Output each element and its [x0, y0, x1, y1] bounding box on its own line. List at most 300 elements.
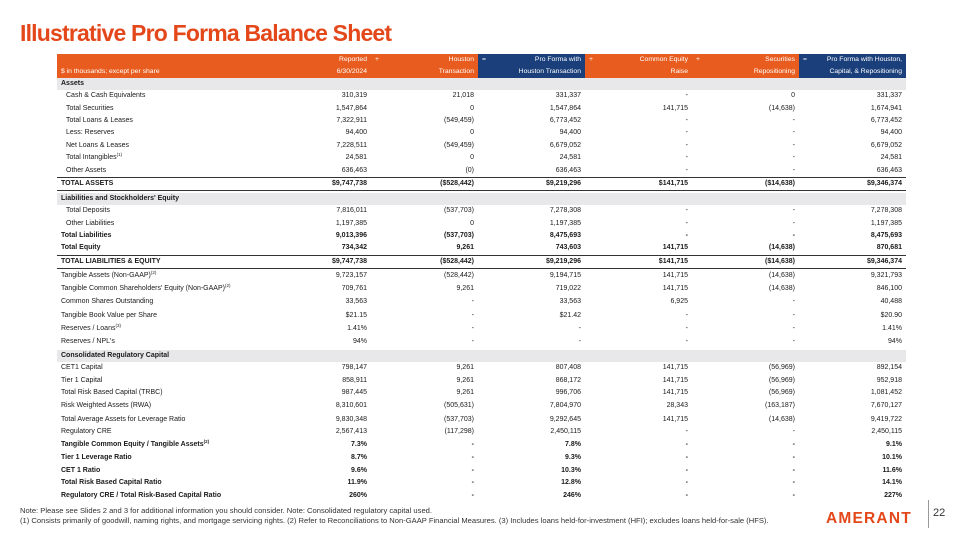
cell-value: -: [471, 454, 474, 462]
cell-value: -: [792, 324, 795, 332]
footnotes: [20, 506, 769, 526]
header-row-1: [57, 54, 906, 66]
cell-value: -: [685, 232, 688, 240]
cell-value: 40,488: [880, 298, 902, 306]
table-row: [57, 362, 906, 374]
cell-value: -: [578, 338, 581, 346]
section-header: [57, 350, 906, 362]
row-label-text: TOTAL LIABILITIES & EQUITY: [61, 257, 161, 265]
cell-value: 8.7%: [351, 454, 367, 462]
row-label-text: TOTAL ASSETS: [61, 179, 114, 187]
table-row: [57, 336, 906, 348]
row-label: [57, 399, 264, 413]
cell-value: 94,400: [880, 129, 902, 137]
row-label-text: Total Intangibles: [66, 154, 117, 162]
cell-value: -: [792, 479, 795, 487]
cell-value: 1,197,385: [335, 219, 367, 227]
table-row: [57, 375, 906, 387]
cell-value: 734,342: [341, 244, 367, 252]
cell-value: 141,715: [662, 285, 688, 293]
cell-value: 6,679,052: [870, 141, 902, 149]
cell-value: $9,747,738: [264, 255, 371, 268]
footnote-marker: (2): [224, 283, 231, 289]
cell-value: ($14,638): [692, 177, 799, 190]
cell-value: -: [685, 338, 688, 346]
row-label: [57, 205, 264, 217]
row-label-text: Total Average Assets for Leverage Ratio: [61, 415, 186, 423]
cell-value: 870,681: [876, 244, 902, 252]
row-label-text: Cash & Cash Equivalents: [66, 92, 146, 100]
cell-value: 12.8%: [561, 479, 581, 487]
cell-value: 9,723,157: [335, 272, 367, 280]
cell-value: -: [685, 154, 688, 162]
table-row: [57, 230, 906, 242]
cell-value: (14,638): [768, 285, 795, 293]
cell-value: 141,715: [662, 104, 688, 112]
row-label-text: Less: Reserves: [66, 129, 115, 137]
cell-value: -: [792, 338, 795, 346]
column-subheader-6: Capital, & Repositioning: [799, 66, 906, 78]
cell-value: 9.1%: [886, 441, 902, 449]
cell-value: ($14,638): [692, 255, 799, 268]
row-label-text: Total Securities: [66, 104, 114, 112]
cell-value: 636,463: [555, 166, 581, 174]
cell-value: 1,081,452: [870, 389, 902, 397]
row-label: [57, 295, 264, 309]
cell-value: ($528,442): [371, 255, 478, 268]
cell-value: $9,346,374: [799, 255, 906, 268]
table-row: [57, 164, 906, 177]
cell-value: 260%: [349, 491, 367, 499]
cell-value: 11.6%: [882, 466, 902, 474]
cell-value: (56,969): [768, 376, 795, 384]
cell-value: -: [685, 116, 688, 124]
cell-value: -: [792, 441, 795, 449]
cell-value: 94%: [352, 338, 367, 346]
cell-value: 24,581: [345, 154, 367, 162]
cell-value: 743,603: [555, 244, 581, 252]
cell-value: -: [685, 454, 688, 462]
cell-value: 94,400: [345, 129, 367, 137]
cell-value: 7.8%: [565, 441, 581, 449]
cell-value: -: [792, 298, 795, 306]
table-row: [57, 399, 906, 413]
cell-value: 94,400: [559, 129, 581, 137]
row-label: [57, 322, 264, 336]
cell-value: -: [471, 479, 474, 487]
cell-value: -: [471, 324, 474, 332]
cell-value: (14,638): [768, 104, 795, 112]
cell-value: 9,261: [456, 364, 474, 372]
column-operator: +: [589, 56, 593, 63]
cell-value: 6,679,052: [549, 141, 581, 149]
cell-value: 9,830,348: [335, 415, 367, 423]
cell-value: 10.3%: [561, 466, 581, 474]
cell-value: $21.42: [559, 311, 581, 319]
cell-value: (56,969): [768, 389, 795, 397]
table-row: [57, 426, 906, 438]
table-row: [57, 283, 906, 295]
cell-value: 10.1%: [882, 454, 902, 462]
cell-value: -: [471, 441, 474, 449]
cell-value: (537,703): [444, 207, 474, 215]
table-row: [57, 152, 906, 164]
cell-value: 6,925: [670, 298, 688, 306]
cell-value: 892,154: [876, 364, 902, 372]
cell-value: (117,298): [444, 428, 474, 435]
cell-value: 7,670,127: [870, 402, 902, 410]
cell-value: (163,187): [765, 402, 795, 410]
cell-value: -: [685, 92, 688, 100]
column-subheader-1: 6/30/2024: [264, 66, 371, 78]
row-label-text: Tangible Book Value per Share: [61, 311, 157, 319]
row-label: [57, 413, 264, 425]
cell-value: 6,773,452: [870, 116, 902, 124]
cell-value: 24,581: [880, 154, 902, 162]
column-operator: =: [803, 56, 807, 63]
row-label-text: Other Liabilities: [66, 219, 115, 227]
row-label-text: Total Equity: [61, 244, 101, 252]
cell-value: 2,567,413: [335, 428, 367, 435]
cell-value: 7,322,911: [336, 116, 367, 124]
section-title: Assets: [57, 78, 906, 90]
footnote-line-1: Note: Please see Slides 2 and 3 for additional information you should consider. Note: Consolidated regulatory capital used.: [20, 506, 433, 515]
row-label: [57, 152, 264, 164]
cell-value: 1,197,385: [870, 219, 902, 227]
table-row: [57, 438, 906, 452]
cell-value: 9,292,645: [549, 415, 581, 423]
cell-value: $9,219,296: [478, 255, 585, 268]
cell-value: 1,197,385: [549, 219, 581, 227]
cell-value: -: [685, 441, 688, 449]
table-row: [57, 218, 906, 230]
cell-value: 9,261: [456, 285, 474, 293]
row-label: [57, 242, 264, 255]
cell-value: (56,969): [768, 364, 795, 372]
row-label: [57, 309, 264, 321]
amerant-logo: [826, 508, 922, 526]
section-title: Consolidated Regulatory Capital: [57, 350, 906, 362]
column-header-4: [585, 54, 692, 66]
logo-wordmark: AMERANT: [826, 510, 912, 526]
cell-value: (14,638): [768, 244, 795, 252]
cell-value: (537,703): [444, 232, 474, 240]
cell-value: 9,261: [456, 376, 474, 384]
cell-value: 2,450,115: [550, 428, 581, 435]
cell-value: 141,715: [662, 364, 688, 372]
cell-value: $9,219,296: [478, 177, 585, 190]
table-row: [57, 269, 906, 284]
table-row: [57, 255, 906, 268]
page-number: 22: [933, 507, 946, 519]
row-label-text: Total Liabilities: [61, 232, 112, 240]
row-label-text: Common Shares Outstanding: [61, 298, 154, 306]
balance-sheet-table: [57, 54, 906, 502]
cell-value: 310,319: [341, 92, 367, 100]
row-label-text: Reserves / Loans: [61, 324, 116, 332]
row-label: [57, 115, 264, 127]
cell-value: -: [685, 324, 688, 332]
table-row: [57, 127, 906, 139]
row-label: [57, 426, 264, 438]
row-label-text: Total Deposits: [66, 207, 110, 215]
footnote-marker: (2): [203, 439, 210, 445]
cell-value: 7,278,308: [870, 207, 902, 215]
column-operator: +: [696, 56, 700, 63]
row-label-text: Reserves / NPL's: [61, 338, 115, 346]
row-label: [57, 336, 264, 348]
row-label: [57, 269, 264, 284]
cell-value: -: [792, 428, 795, 435]
cell-value: 0: [791, 92, 795, 100]
row-label: [57, 489, 264, 501]
cell-value: -: [792, 311, 795, 319]
row-label: [57, 387, 264, 399]
cell-value: (549,459): [444, 116, 474, 124]
cell-value: 2,450,115: [871, 428, 902, 435]
cell-value: 33,563: [345, 298, 367, 306]
cell-value: 21,018: [452, 92, 474, 100]
table-row: [57, 387, 906, 399]
table-row: [57, 465, 906, 477]
cell-value: 9,419,722: [870, 415, 902, 423]
cell-value: -: [685, 219, 688, 227]
cell-value: 246%: [563, 491, 581, 499]
row-label-text: Regulatory CRE: [61, 428, 112, 435]
column-header-1: [264, 54, 371, 66]
footnote-marker: (2): [150, 270, 157, 276]
row-label-text: CET1 Capital: [61, 364, 103, 372]
cell-value: $141,715: [585, 255, 692, 268]
row-label: [57, 140, 264, 152]
cell-value: 636,463: [341, 166, 367, 174]
cell-value: -: [471, 491, 474, 499]
cell-value: 1.41%: [882, 324, 902, 332]
cell-value: 331,337: [876, 92, 902, 100]
row-label: [57, 164, 264, 177]
cell-value: 141,715: [662, 244, 688, 252]
cell-value: 987,445: [341, 389, 367, 397]
column-operator: +: [375, 56, 379, 63]
cell-value: 1,674,941: [870, 104, 902, 112]
cell-value: -: [685, 311, 688, 319]
row-label-text: Tier 1 Capital: [61, 376, 103, 384]
cell-value: -: [685, 491, 688, 499]
row-label-text: Other Assets: [66, 166, 107, 174]
cell-value: -: [792, 141, 795, 149]
cell-value: 798,147: [341, 364, 367, 372]
cell-value: (14,638): [768, 415, 795, 423]
cell-value: 952,918: [876, 376, 902, 384]
cell-value: 28,343: [666, 402, 688, 410]
cell-value: 1.41%: [347, 324, 367, 332]
table-row: [57, 322, 906, 336]
cell-value: 9,261: [456, 244, 474, 252]
cell-value: (549,459): [444, 141, 474, 149]
cell-value: (14,638): [768, 272, 795, 280]
cell-value: -: [685, 207, 688, 215]
cell-value: -: [685, 428, 688, 435]
row-label: [57, 375, 264, 387]
cell-value: -: [471, 298, 474, 306]
column-subheader-5: Repositioning: [692, 66, 799, 78]
column-header-6: [799, 54, 906, 66]
column-header-line1: Reported: [339, 56, 367, 63]
cell-value: 636,463: [876, 166, 902, 174]
table-row: [57, 115, 906, 127]
cell-value: 719,022: [555, 285, 581, 293]
cell-value: 7,278,308: [549, 207, 581, 215]
cell-value: 141,715: [662, 376, 688, 384]
cell-value: (0): [465, 166, 474, 174]
table-row: [57, 477, 906, 489]
cell-value: 8,475,693: [549, 232, 581, 240]
column-header-line1: Pro Forma with Houston,: [826, 56, 902, 63]
cell-value: -: [792, 232, 795, 240]
cell-value: -: [685, 466, 688, 474]
table-row: [57, 489, 906, 501]
header-blank: [57, 54, 264, 66]
cell-value: 24,581: [559, 154, 581, 162]
cell-value: 331,337: [555, 92, 581, 100]
row-label: [57, 283, 264, 295]
cell-value: 7,816,011: [336, 207, 367, 215]
row-label-text: Total Loans & Leases: [66, 116, 133, 124]
cell-value: 868,172: [555, 376, 581, 384]
cell-value: 858,911: [342, 376, 367, 384]
cell-value: -: [578, 324, 581, 332]
column-header-line1: Common Equity: [639, 56, 688, 63]
row-label-text: Tangible Assets (Non-GAAP): [61, 272, 151, 280]
cell-value: 8,310,601: [335, 402, 367, 410]
cell-value: 996,706: [555, 389, 581, 397]
cell-value: (505,631): [444, 402, 474, 410]
cell-value: $141,715: [585, 177, 692, 190]
cell-value: $20.90: [880, 311, 902, 319]
cell-value: 33,563: [559, 298, 581, 306]
cell-value: 9,013,396: [335, 232, 367, 240]
row-label: [57, 102, 264, 114]
row-label: [57, 218, 264, 230]
table-row: [57, 102, 906, 114]
table-row: [57, 177, 906, 190]
cell-value: 1,547,864: [549, 104, 581, 112]
row-label: [57, 438, 264, 452]
row-label-text: Regulatory CRE / Total Risk-Based Capital Ratio: [61, 491, 222, 499]
table-row: [57, 242, 906, 255]
cell-value: 0: [470, 104, 474, 112]
cell-value: 9,321,793: [870, 272, 902, 280]
table-row: [57, 413, 906, 425]
footnote-marker: (3): [115, 322, 121, 328]
cell-value: 7.3%: [351, 441, 367, 449]
cell-value: 7,228,511: [336, 141, 367, 149]
cell-value: 141,715: [662, 389, 688, 397]
column-subheader-2: Transaction: [371, 66, 478, 78]
cell-value: 9,261: [456, 389, 474, 397]
cell-value: -: [685, 129, 688, 137]
row-label-text: Net Loans & Leases: [66, 141, 130, 149]
row-label-text: Total Risk Based Capital Ratio: [61, 479, 162, 487]
cell-value: -: [792, 154, 795, 162]
cell-value: 1,547,864: [335, 104, 367, 112]
header-row-2: [57, 66, 906, 78]
cell-value: 9.3%: [565, 454, 581, 462]
table-row: [57, 205, 906, 217]
cell-value: 8,475,693: [870, 232, 902, 240]
units-label: $ in thousands; except per share: [57, 66, 264, 78]
cell-value: 0: [470, 219, 474, 227]
cell-value: -: [792, 116, 795, 124]
column-header-5: [692, 54, 799, 66]
cell-value: -: [685, 479, 688, 487]
cell-value: 9,194,715: [549, 272, 581, 280]
cell-value: -: [792, 129, 795, 137]
cell-value: 846,100: [876, 285, 902, 293]
cell-value: $9,747,738: [264, 177, 371, 190]
section-title: Liabilities and Stockholders' Equity: [57, 193, 906, 205]
page-number-divider: [928, 500, 929, 528]
column-header-line1: Pro Forma with: [534, 56, 581, 63]
row-label-text: Tangible Common Equity / Tangible Assets: [61, 441, 204, 449]
column-subheader-3: Houston Transaction: [478, 66, 585, 78]
cell-value: $21.15: [345, 311, 367, 319]
cell-value: -: [471, 338, 474, 346]
row-label: [57, 452, 264, 464]
table-row: [57, 452, 906, 464]
cell-value: 709,761: [341, 285, 367, 293]
row-label: [57, 465, 264, 477]
cell-value: -: [792, 219, 795, 227]
cell-value: (537,703): [444, 415, 474, 423]
cell-value: -: [471, 466, 474, 474]
row-label-text: CET 1 Ratio: [61, 466, 101, 474]
row-label: [57, 477, 264, 489]
table-row: [57, 140, 906, 152]
footnote-line-2: (1) Consists primarily of goodwill, naming rights, and mortgage servicing rights. (2) Refer to Reconciliations to Non-GAAP Financial Measures. (3) Includes loans held-for-investment (HFI); excludes loans held-for-sale (HFS).: [20, 516, 769, 525]
row-label: [57, 177, 264, 190]
cell-value: 807,408: [555, 364, 581, 372]
cell-value: 141,715: [662, 272, 688, 280]
column-subheader-4: Raise: [585, 66, 692, 78]
column-operator: =: [482, 56, 486, 63]
table-row: [57, 90, 906, 102]
cell-value: -: [471, 311, 474, 319]
row-label: [57, 127, 264, 139]
page-title: Illustrative Pro Forma Balance Sheet: [20, 20, 392, 46]
cell-value: -: [685, 141, 688, 149]
cell-value: -: [685, 166, 688, 174]
cell-value: $9,346,374: [799, 177, 906, 190]
section-header: [57, 78, 906, 90]
cell-value: -: [792, 466, 795, 474]
row-label-text: Tier 1 Leverage Ratio: [61, 454, 132, 462]
footnote-marker: (1): [116, 152, 123, 158]
cell-value: 7,804,970: [549, 402, 581, 410]
row-label-text: Tangible Common Shareholders' Equity (Non-GAAP): [61, 285, 225, 293]
cell-value: (528,442): [444, 272, 474, 280]
cell-value: 141,715: [662, 415, 688, 423]
cell-value: ($528,442): [371, 177, 478, 190]
cell-value: -: [792, 166, 795, 174]
cell-value: -: [792, 207, 795, 215]
column-header-2: [371, 54, 478, 66]
row-label-text: Total Risk Based Capital (TRBC): [61, 389, 163, 397]
section-header: [57, 193, 906, 205]
cell-value: 0: [470, 154, 474, 162]
row-label: [57, 362, 264, 374]
cell-value: -: [792, 491, 795, 499]
